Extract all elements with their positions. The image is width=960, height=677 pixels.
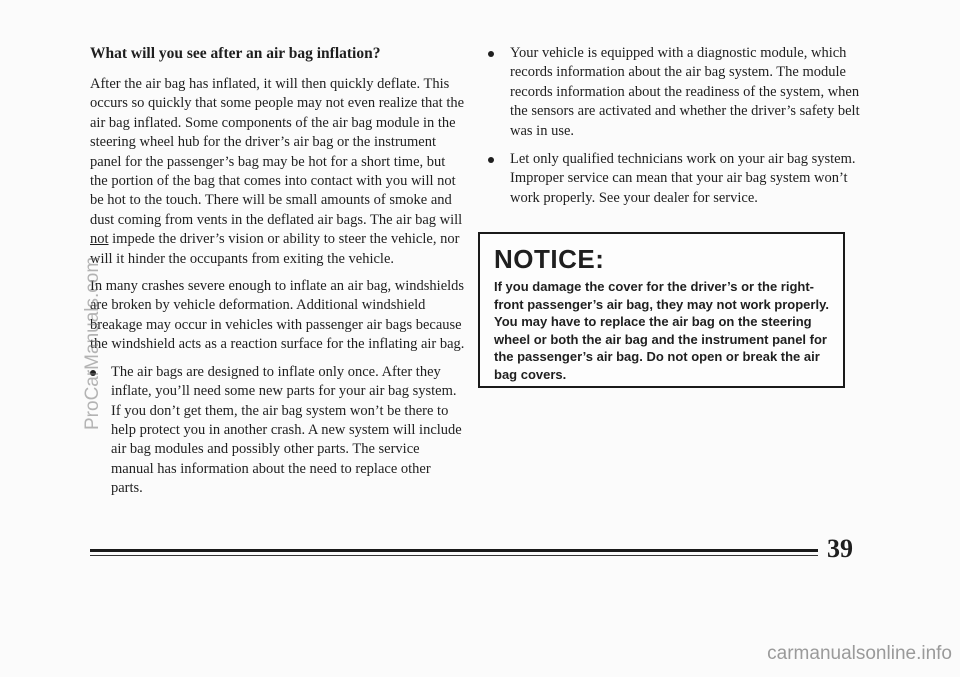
bullet-icon [488, 157, 494, 163]
side-watermark-text: ProCarManuals.com [82, 256, 103, 430]
bullet-item-diagnostic-module [483, 44, 863, 141]
bullet-item-qualified-technicians [483, 150, 863, 208]
notice-title: NOTICE: [494, 244, 605, 274]
notice-box [478, 232, 845, 388]
bullet-icon [488, 51, 494, 57]
right-column [483, 44, 863, 217]
bullet-text: Your vehicle is equipped with a diagnostic module, which records information about the air bag system. The module records information about the readiness of the system, when the sensors are activated and whether the driver’s safety belt was in use. [510, 45, 860, 139]
inflation-paragraph-part2: impede the driver’s vision or ability to steer the vehicle, nor will it hinder the occupants from exiting the vehicle. [90, 231, 460, 267]
emphasis-not: not [90, 231, 109, 248]
section-heading: What will you see after an air bag inflation? [90, 45, 381, 62]
left-column [90, 44, 465, 508]
windshield-paragraph: In many crashes severe enough to inflate an air bag, windshields are broken by vehicle deformation. Additional windshield breakage may occur in vehicles with passenger air bags because the windshield acts as a reaction surface for the inflating air bag. [90, 278, 465, 353]
bullet-item-inflate-once [90, 363, 465, 499]
footer-watermark: carmanualsonline.info [767, 643, 952, 664]
bullet-text: The air bags are designed to inflate only once. After they inflate, you’ll need some new parts for your air bag system. If you don’t get them, the air bag system won’t be there to help protect you in another crash. A new system will include air bag modules and possibly other parts. The service manual has information about the need to replace other parts. [111, 363, 462, 497]
footer-rule-thick [90, 549, 818, 552]
inflation-paragraph [90, 75, 465, 269]
notice-body: If you damage the cover for the driver’s or the right-front passenger’s air bag, they may not work properly. You may have to replace the air bag on the steering wheel or both the air bag and the instrument panel for the passenger’s air bag. Do not open or break the air bag covers. [494, 279, 829, 382]
inflation-paragraph-part1: After the air bag has inflated, it will then quickly deflate. This occurs so quickly that some people may not even realize that the air bag inflated. Some components of the air bag module in the steering wheel hub for the driver’s air bag or the instrument panel for the passenger’s bag may be hot for a short time, but the portion of the bag that comes into contact with you will not be hot to the touch. There will be small amounts of smoke and dust coming from vents in the deflated air bags. The air bag will [90, 76, 465, 228]
footer-rule-thin [90, 555, 818, 556]
page-number: 39 [827, 534, 853, 563]
bullet-text: Let only qualified technicians work on your air bag system. Improper service can mean that your air bag system won’t work properly. See your dealer for service. [510, 151, 856, 206]
